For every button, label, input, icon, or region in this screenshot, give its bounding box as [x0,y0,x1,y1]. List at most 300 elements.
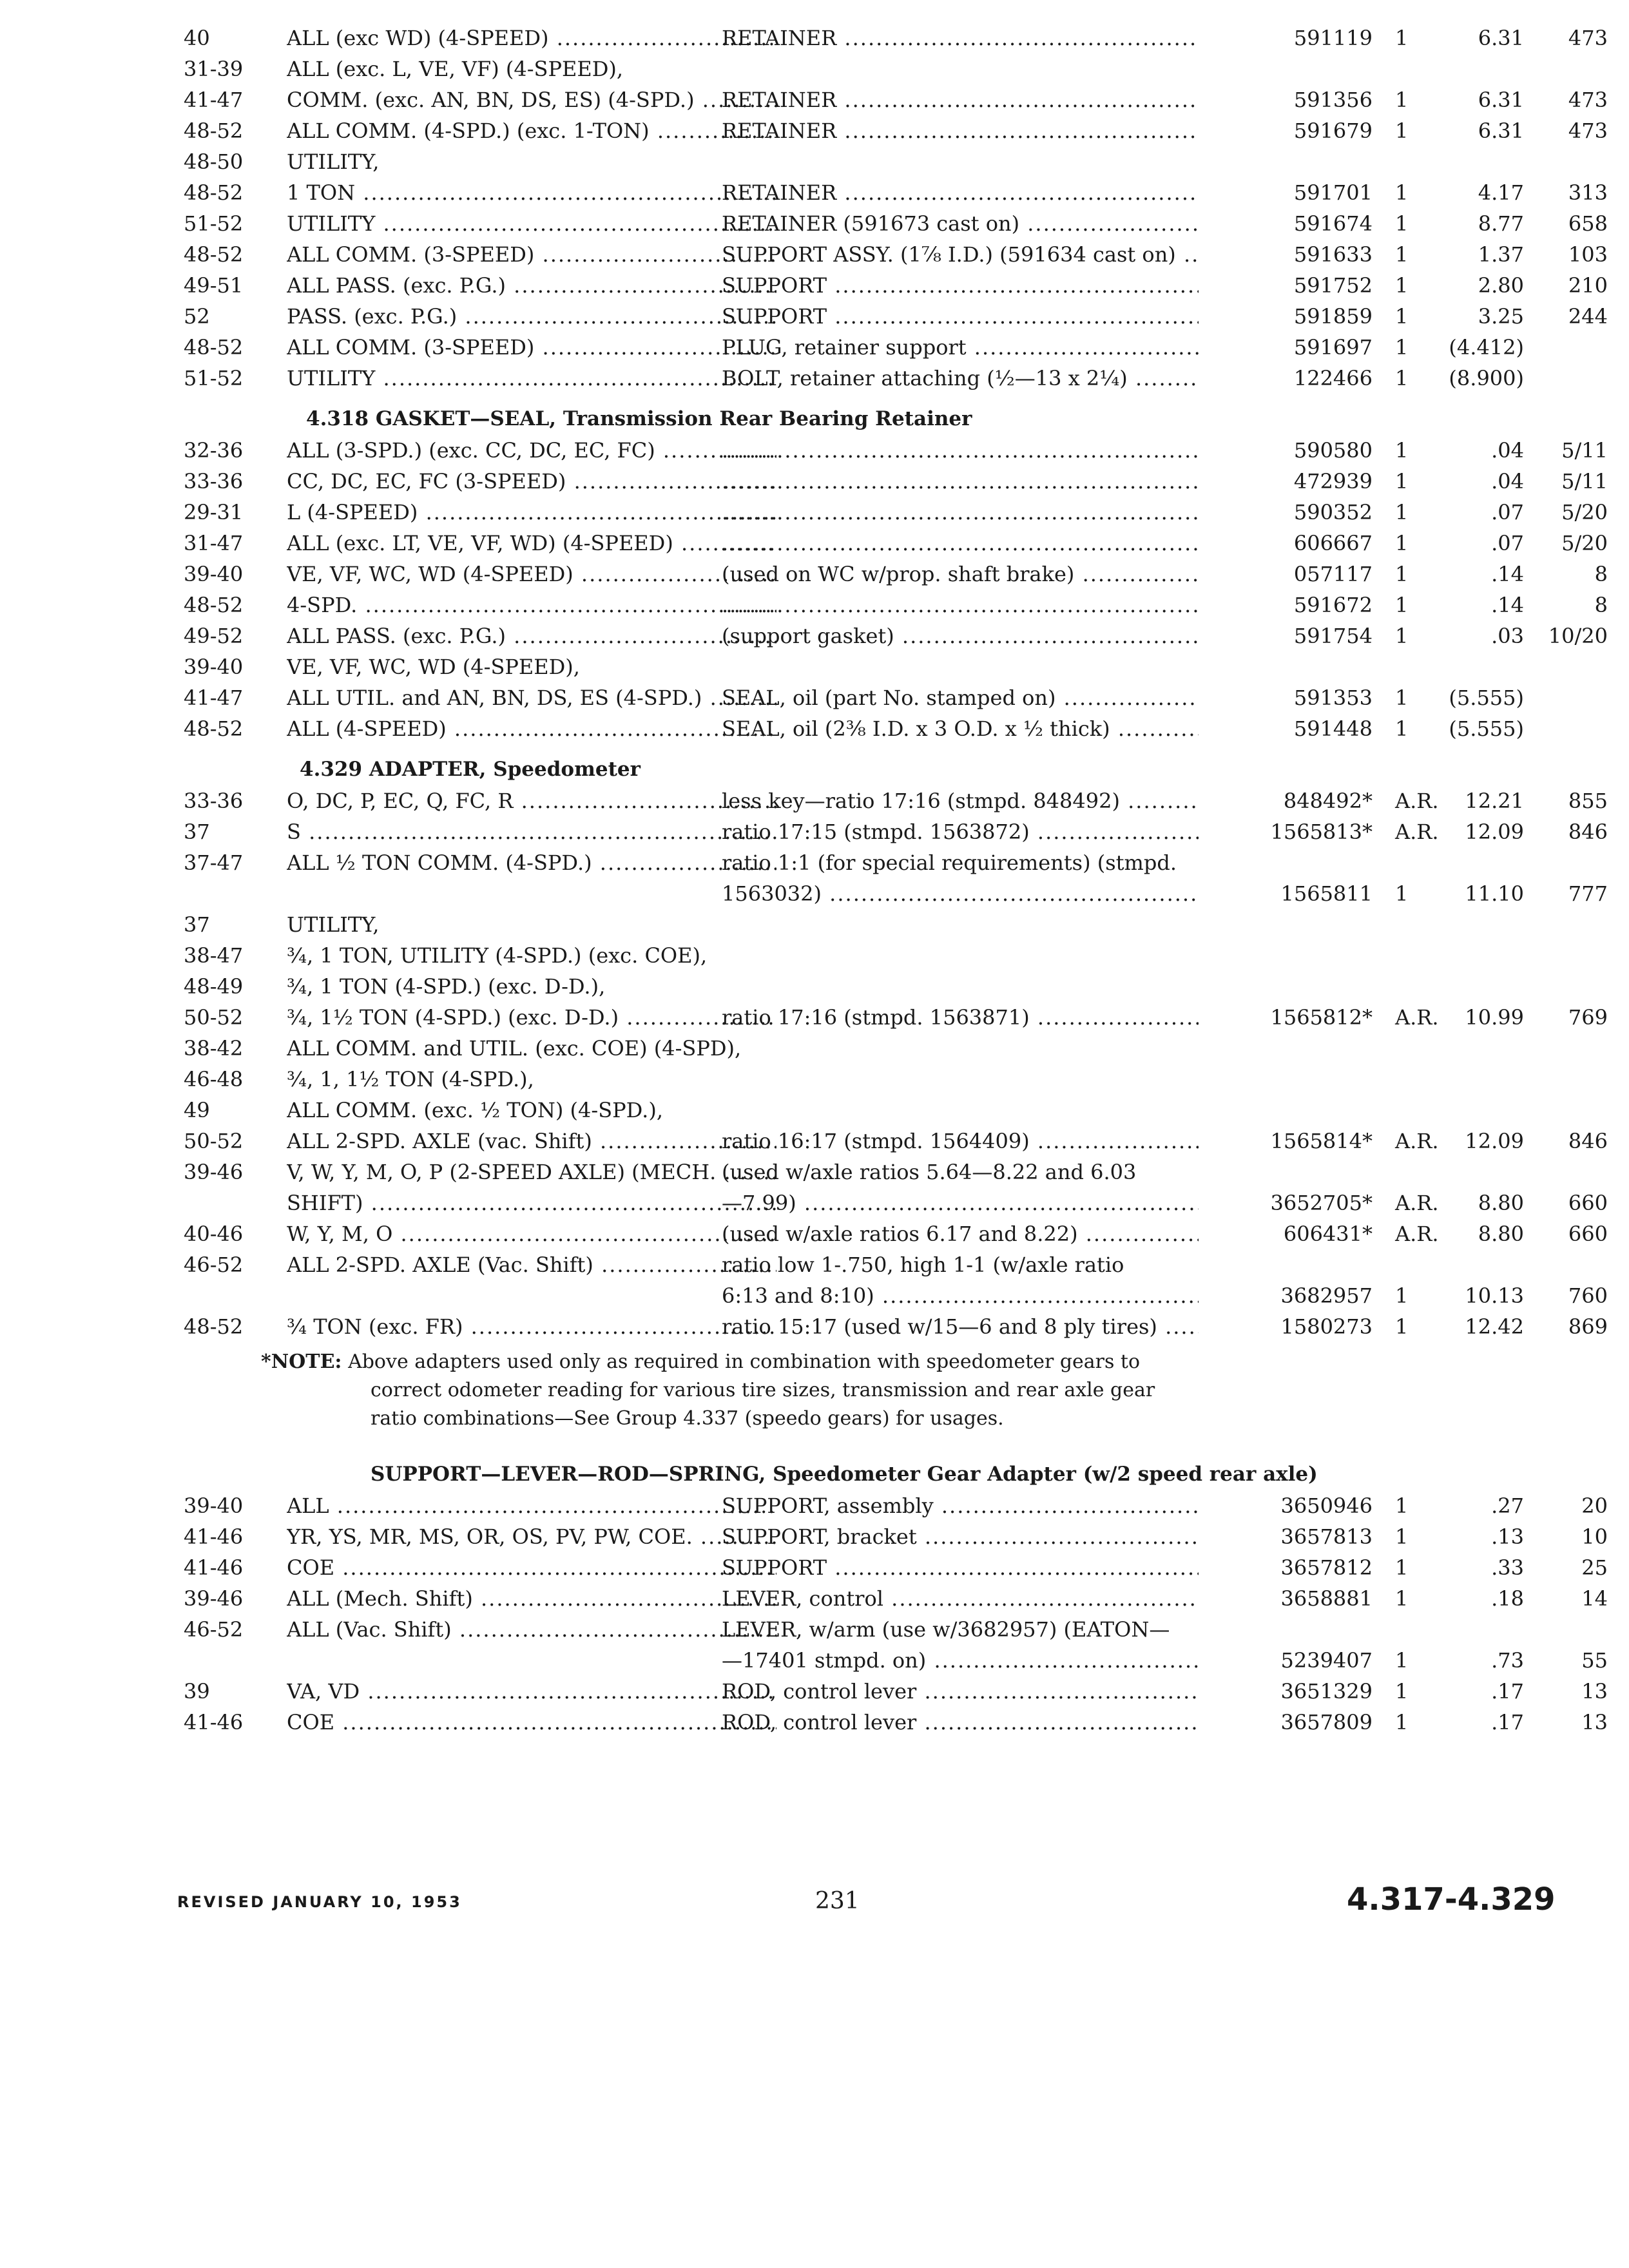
table-row [184,469,1608,500]
cell-year: 39-40 [184,1494,244,1518]
cell-model: ALL 2-SPD. AXLE (vac. Shift) ..... [287,1129,776,1153]
cell-desc: SUPPORT ASSY. (1⅞ I.D.) (591634 cast on) ..... [722,242,1199,267]
cell-desc: ratio 16:17 (stmpd. 1564409) ..... [722,1129,1199,1153]
cell-weight: 8 [1594,593,1608,617]
cell-year: 39-46 [184,1160,244,1184]
cell-model: ALL ½ TON COMM. (4-SPD.) ..... [287,850,776,875]
table-row [184,974,1524,1005]
cell-year: 48-52 [184,119,244,143]
cell-weight: 473 [1568,88,1608,112]
table-row [184,562,1608,593]
cell-price: .27 [1491,1494,1524,1518]
cell-weight: 25 [1581,1555,1608,1580]
cell-desc: ratio 15:17 (used w/15—6 and 8 ply tires) ..... [722,1314,1199,1339]
footnote-label: *NOTE: [261,1350,342,1373]
cell-price: .33 [1491,1555,1524,1580]
cell-year: 48-52 [184,242,244,267]
cell-part: 591701 [1293,180,1373,205]
table-row [184,1283,1608,1314]
cell-model: 4-SPD. ..... [287,593,776,617]
cell-year: 46-52 [184,1253,244,1277]
cell-desc: (used on WC w/prop. shaft brake) ..... [722,562,1199,586]
cell-weight: 846 [1568,1129,1608,1153]
cell-weight: 8 [1594,562,1608,586]
cell-model: ALL (exc. L, VE, VF) (4-SPEED), [287,57,624,81]
table-row [184,88,1608,119]
cell-qty: 1 [1395,26,1409,50]
cell-part: 1565812* [1270,1005,1373,1030]
section-heading [184,747,1524,789]
cell-weight: 473 [1568,26,1608,50]
cell-qty: 1 [1395,686,1409,710]
cell-price: 4.17 [1478,180,1524,205]
table-row [184,655,1524,686]
cell-part: 848492* [1283,789,1373,813]
cell-weight: 103 [1568,242,1608,267]
cell-model: YR, YS, MR, MS, OR, OS, PV, PW, COE. ..... [287,1524,776,1549]
cell-year: 48-50 [184,149,244,174]
section-heading-text: 4.318 GASKET—SEAL, Transmission Rear Bearing Retainer [306,407,972,430]
cell-price: .07 [1491,531,1524,555]
cell-model: COMM. (exc. AN, BN, DS, ES) (4-SPD.) ..... [287,88,776,112]
cell-part: 1580273 [1280,1314,1373,1339]
cell-qty: 1 [1395,593,1409,617]
cell-model: ALL PASS. (exc. P.G.) ..... [287,273,776,298]
cell-year: 37 [184,912,210,937]
cell-weight: 14 [1581,1586,1608,1611]
cell-price: 8.80 [1478,1222,1524,1246]
cell-model: ALL PASS. (exc. P.G.) ..... [287,624,776,648]
cell-part: 3651329 [1280,1679,1373,1704]
cell-weight: 5/20 [1561,531,1608,555]
cell-qty: 1 [1395,1586,1409,1611]
cell-price: .14 [1491,593,1524,617]
cell-year: 31-47 [184,531,244,555]
cell-year: 33-36 [184,469,244,494]
cell-year: 39-46 [184,1586,244,1611]
cell-desc: RETAINER ..... [722,26,1199,50]
cell-desc: BOLT, retainer attaching (½—13 x 2¼) ..... [722,366,1199,390]
cell-part: 122466 [1293,366,1373,390]
cell-model: ¾, 1 TON, UTILITY (4-SPD.) (exc. COE), [287,943,708,968]
table-row [184,850,1524,881]
cell-part: 591633 [1293,242,1373,267]
cell-price: 8.77 [1478,211,1524,236]
cell-part: 3657812 [1280,1555,1373,1580]
cell-qty: 1 [1395,366,1409,390]
table-row [184,1679,1608,1710]
cell-price: 6.31 [1478,119,1524,143]
cell-desc: (support gasket) ..... [722,624,1199,648]
cell-qty: 1 [1395,562,1409,586]
cell-part: 3657809 [1280,1710,1373,1735]
cell-price: .04 [1491,438,1524,463]
table-row [184,1524,1608,1555]
table-row [184,1222,1608,1253]
cell-year: 40 [184,26,210,50]
cell-weight: 5/11 [1561,469,1608,494]
table-row [184,26,1608,57]
table-row [184,1648,1608,1679]
section-heading-text: SUPPORT—LEVER—ROD—SPRING, Speedometer Gear Adapter (w/2 speed rear axle) [371,1463,1318,1486]
cell-year: 48-52 [184,593,244,617]
cell-qty: A.R. [1395,820,1439,844]
cell-price: .04 [1491,469,1524,494]
cell-weight: 658 [1568,211,1608,236]
table-row [184,211,1608,242]
cell-desc [722,500,1199,524]
cell-qty: 1 [1395,1710,1409,1735]
table-row [184,820,1608,850]
table-row [184,1098,1524,1129]
cell-qty: 1 [1395,1494,1409,1518]
table-row [184,1710,1608,1741]
section-heading-text: 4.329 ADAPTER, Speedometer [300,758,641,781]
cell-part: 057117 [1293,562,1373,586]
cell-price: (4.412) [1449,335,1524,360]
cell-year: 49 [184,1098,210,1122]
cell-part: 3650946 [1280,1494,1373,1518]
cell-desc: 6:13 and 8:10) ..... [722,1283,1199,1308]
cell-year: 38-47 [184,943,244,968]
cell-part: 1565811 [1280,881,1373,906]
cell-model: ALL COMM. (3-SPEED) ..... [287,242,776,267]
cell-qty: 1 [1395,1314,1409,1339]
cell-price: .14 [1491,562,1524,586]
table-row [184,1314,1608,1345]
cell-desc: ratio 17:15 (stmpd. 1563872) ..... [722,820,1199,844]
cell-year: 37 [184,820,210,844]
table-row [184,1191,1608,1222]
cell-year: 38-42 [184,1036,244,1061]
cell-year: 29-31 [184,500,244,524]
cell-price: (5.555) [1449,716,1524,741]
cell-year: 48-49 [184,974,244,999]
table-row [184,304,1608,335]
cell-price: (5.555) [1449,686,1524,710]
cell-desc: —17401 stmpd. on) ..... [722,1648,1199,1673]
cell-model: VA, VD ..... [287,1679,776,1704]
cell-weight: 777 [1568,881,1608,906]
cell-part: 591672 [1293,593,1373,617]
cell-desc: LEVER, w/arm (use w/3682957) (EATON— [722,1617,1170,1642]
cell-desc [722,469,1199,494]
cell-desc: SUPPORT, assembly ..... [722,1494,1199,1518]
table-row [184,1617,1524,1648]
table-row [184,119,1608,149]
cell-model: UTILITY, [287,912,380,937]
cell-part: 591697 [1293,335,1373,360]
cell-part: 591754 [1293,624,1373,648]
cell-year: 50-52 [184,1129,244,1153]
table-row [184,943,1524,974]
cell-price: 12.21 [1465,789,1524,813]
cell-price: (8.900) [1449,366,1524,390]
cell-model: COE ..... [287,1555,776,1580]
cell-desc: (used w/axle ratios 5.64—8.22 and 6.03 [722,1160,1137,1184]
cell-year: 37-47 [184,850,244,875]
cell-qty: 1 [1395,1555,1409,1580]
cell-desc: RETAINER ..... [722,180,1199,205]
cell-price: 2.80 [1478,273,1524,298]
cell-model: VE, VF, WC, WD (4-SPEED) ..... [287,562,776,586]
cell-desc: SEAL, oil (part No. stamped on) ..... [722,686,1199,710]
cell-year: 41-47 [184,686,244,710]
cell-model: ALL (4-SPEED) ..... [287,716,776,741]
cell-model: ¾ TON (exc. FR) ..... [287,1314,776,1339]
table-row [184,1586,1608,1617]
table-row [184,149,1524,180]
cell-price: .13 [1491,1524,1524,1549]
cell-year: 48-52 [184,180,244,205]
cell-part: 591859 [1293,304,1373,329]
cell-model: V, W, Y, M, O, P (2-SPEED AXLE) (MECH. ..... [287,1160,776,1184]
cell-weight: 660 [1568,1222,1608,1246]
cell-qty: 1 [1395,211,1409,236]
table-row [184,1036,1524,1067]
cell-desc: RETAINER ..... [722,119,1199,143]
cell-weight: 13 [1581,1710,1608,1735]
section-heading [184,1452,1524,1494]
cell-price: 8.80 [1478,1191,1524,1215]
cell-year: 46-52 [184,1617,244,1642]
cell-part: 590352 [1293,500,1373,524]
cell-year: 51-52 [184,211,244,236]
cell-year: 52 [184,304,210,329]
cell-model: ALL UTIL. and AN, BN, DS, ES (4-SPD.) ..... [287,686,776,710]
cell-year: 39-40 [184,562,244,586]
cell-year: 48-52 [184,716,244,741]
cell-model: UTILITY ..... [287,211,776,236]
cell-qty: 1 [1395,335,1409,360]
cell-weight: 869 [1568,1314,1608,1339]
cell-year: 48-52 [184,1314,244,1339]
cell-desc: RETAINER ..... [722,88,1199,112]
cell-qty: A.R. [1395,1129,1439,1153]
cell-part: 591448 [1293,716,1373,741]
cell-qty: 1 [1395,881,1409,906]
cell-qty: 1 [1395,180,1409,205]
cell-qty: 1 [1395,1648,1409,1673]
cell-weight: 5/11 [1561,438,1608,463]
table-row [184,500,1608,531]
cell-qty: 1 [1395,273,1409,298]
cell-qty: 1 [1395,242,1409,267]
cell-year: 48-52 [184,335,244,360]
cell-model: ¾, 1 TON (4-SPD.) (exc. D-D.), [287,974,606,999]
cell-qty: 1 [1395,119,1409,143]
cell-part: 590580 [1293,438,1373,463]
cell-price: 3.25 [1478,304,1524,329]
cell-part: 606431* [1283,1222,1373,1246]
section-heading [184,397,1524,438]
cell-weight: 660 [1568,1191,1608,1215]
cell-model: O, DC, P, EC, Q, FC, R ..... [287,789,776,813]
cell-price: 10.99 [1465,1005,1524,1030]
cell-model: ALL COMM. (exc. ½ TON) (4-SPD.), [287,1098,663,1122]
table-row [184,1067,1524,1098]
cell-weight: 20 [1581,1494,1608,1518]
cell-part: 1565814* [1270,1129,1373,1153]
cell-weight: 473 [1568,119,1608,143]
cell-desc: PLUG, retainer support ..... [722,335,1199,360]
cell-desc: ratio 17:16 (stmpd. 1563871) ..... [722,1005,1199,1030]
cell-qty: A.R. [1395,789,1439,813]
cell-model: S ..... [287,820,776,844]
cell-part: 472939 [1293,469,1373,494]
footnote [184,1348,1189,1433]
cell-year: 33-36 [184,789,244,813]
cell-price: .17 [1491,1710,1524,1735]
cell-desc [722,531,1199,555]
cell-desc: ROD, control lever ..... [722,1710,1199,1735]
cell-price: .18 [1491,1586,1524,1611]
table-row [184,716,1524,747]
table-row [184,912,1524,943]
cell-part: 5239407 [1280,1648,1373,1673]
cell-price: 6.31 [1478,26,1524,50]
cell-desc: ratio low 1-.750, high 1-1 (w/axle ratio [722,1253,1124,1277]
cell-year: 40-46 [184,1222,244,1246]
cell-qty: 1 [1395,1283,1409,1308]
cell-model: ALL COMM. and UTIL. (exc. COE) (4-SPD), [287,1036,742,1061]
cell-qty: 1 [1395,438,1409,463]
cell-part: 591356 [1293,88,1373,112]
cell-price: 12.09 [1465,820,1524,844]
cell-year: 41-46 [184,1710,244,1735]
cell-desc: SUPPORT ..... [722,304,1199,329]
cell-model: ALL (Mech. Shift) ..... [287,1586,776,1611]
cell-desc: ROD, control lever ..... [722,1679,1199,1704]
table-row [184,335,1524,366]
cell-price: .03 [1491,624,1524,648]
cell-desc: ratio 1:1 (for special requirements) (stmpd. [722,850,1177,875]
cell-desc: RETAINER (591673 cast on) ..... [722,211,1199,236]
table-row [184,1160,1524,1191]
cell-year: 51-52 [184,366,244,390]
cell-model: COE ..... [287,1710,776,1735]
table-row [184,438,1608,469]
cell-part: 591752 [1293,273,1373,298]
cell-year: 39-40 [184,655,244,679]
cell-price: 1.37 [1478,242,1524,267]
cell-year: 41-46 [184,1555,244,1580]
cell-qty: 1 [1395,716,1409,741]
section-range: 4.317-4.329 [1347,1881,1556,1917]
cell-desc: LEVER, control ..... [722,1586,1199,1611]
cell-year: 49-51 [184,273,244,298]
cell-model: UTILITY, [287,149,380,174]
cell-model: CC, DC, EC, FC (3-SPEED) ..... [287,469,776,494]
cell-year: 32-36 [184,438,244,463]
cell-part: 591353 [1293,686,1373,710]
cell-year: 41-47 [184,88,244,112]
cell-year: 39 [184,1679,210,1704]
cell-model: ALL COMM. (4-SPD.) (exc. 1-TON) ..... [287,119,776,143]
cell-desc: (used w/axle ratios 6.17 and 8.22) ..... [722,1222,1199,1246]
cell-price: .73 [1491,1648,1524,1673]
cell-qty: 1 [1395,304,1409,329]
table-row [184,1494,1608,1524]
cell-qty: 1 [1395,624,1409,648]
cell-price: .07 [1491,500,1524,524]
cell-model: W, Y, M, O ..... [287,1222,776,1246]
cell-model: ALL (Vac. Shift) ..... [287,1617,776,1642]
table-row [184,881,1608,912]
cell-year: 49-52 [184,624,244,648]
cell-desc: less key—ratio 17:16 (stmpd. 848492) ..... [722,789,1199,813]
cell-model: UTILITY ..... [287,366,776,390]
cell-weight: 244 [1568,304,1608,329]
table-row [184,531,1608,562]
cell-desc [722,593,1199,617]
cell-model: ¾, 1, 1½ TON (4-SPD.), [287,1067,534,1091]
cell-weight: 846 [1568,820,1608,844]
cell-desc [722,438,1199,463]
cell-model: ALL (exc WD) (4-SPEED) ..... [287,26,776,50]
cell-qty: A.R. [1395,1005,1439,1030]
cell-weight: 5/20 [1561,500,1608,524]
cell-price: .17 [1491,1679,1524,1704]
cell-model: L (4-SPEED) ..... [287,500,776,524]
cell-part: 3682957 [1280,1283,1373,1308]
table-row [184,57,1524,88]
cell-model: ALL COMM. (3-SPEED) ..... [287,335,776,360]
cell-price: 11.10 [1465,881,1524,906]
cell-desc: SUPPORT ..... [722,273,1199,298]
cell-model: 1 TON ..... [287,180,776,205]
cell-year: 41-46 [184,1524,244,1549]
cell-desc: 1563032) ..... [722,881,1199,906]
cell-part: 3657813 [1280,1524,1373,1549]
table-row [184,180,1608,211]
table-row [184,593,1608,624]
cell-desc: SUPPORT, bracket ..... [722,1524,1199,1549]
cell-year: 50-52 [184,1005,244,1030]
cell-price: 12.09 [1465,1129,1524,1153]
cell-desc: SEAL, oil (2⅜ I.D. x 3 O.D. x ½ thick) ..... [722,716,1199,741]
cell-price: 12.42 [1465,1314,1524,1339]
cell-weight: 210 [1568,273,1608,298]
cell-model: SHIFT) ..... [287,1191,776,1215]
table-row [184,273,1608,304]
cell-year: 46-48 [184,1067,244,1091]
table-row [184,624,1608,655]
footnote-body: Above adapters used only as required in combination with speedometer gears to correct odometer reading for various tire sizes, transmission and rear axle gear ratio combinations—See Group 4.337 (speedo gears) for usages. [348,1350,1155,1430]
cell-part: 591119 [1293,26,1373,50]
cell-model: ALL (exc. LT, VE, VF, WD) (4-SPEED) ..... [287,531,776,555]
cell-weight: 13 [1581,1679,1608,1704]
cell-part: 606667 [1293,531,1373,555]
table-row [184,1005,1608,1036]
table-row [184,1253,1524,1283]
cell-price: 10.13 [1465,1283,1524,1308]
cell-qty: 1 [1395,500,1409,524]
cell-weight: 313 [1568,180,1608,205]
cell-part: 1565813* [1270,820,1373,844]
cell-weight: 760 [1568,1283,1608,1308]
cell-model: ALL ..... [287,1494,776,1518]
parts-list [184,26,1608,1741]
page-number: 231 [815,1888,860,1914]
cell-model: ¾, 1½ TON (4-SPD.) (exc. D-D.) ..... [287,1005,776,1030]
footnote-text [261,1348,1189,1433]
cell-qty: 1 [1395,1524,1409,1549]
cell-qty: 1 [1395,531,1409,555]
cell-desc: —7.99) ..... [722,1191,1199,1215]
table-row [184,366,1524,397]
cell-qty: 1 [1395,1679,1409,1704]
